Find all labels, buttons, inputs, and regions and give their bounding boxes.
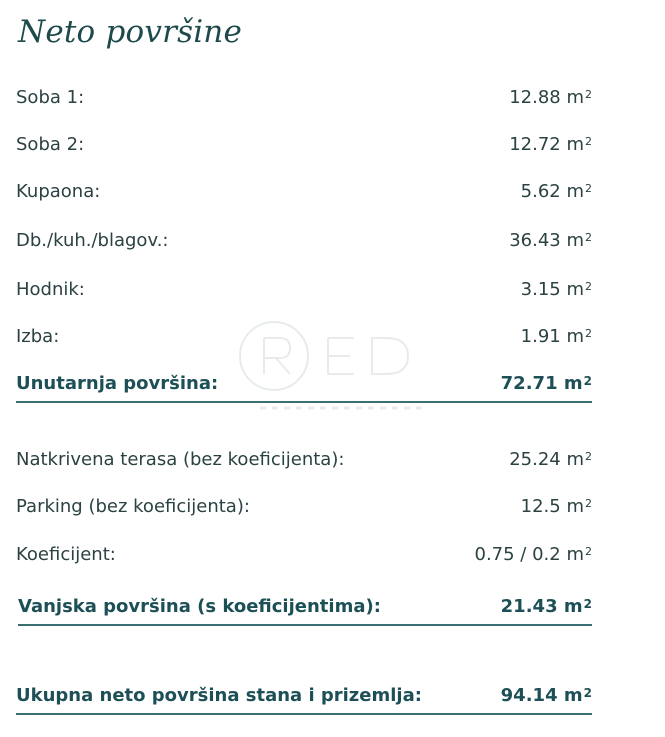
area-value: 0.75 / 0.2 $m^2$	[474, 544, 592, 565]
area-value: 12.5 $m^2$	[520, 496, 592, 517]
total-value: 21.43 $m^2$	[500, 596, 592, 617]
area-row-soba-2	[16, 132, 592, 158]
area-label: Soba 1:	[16, 87, 85, 108]
area-value: 25.24 $m^2$	[509, 449, 592, 470]
area-label: Koeficijent:	[16, 544, 116, 565]
total-label: Vanjska površina (s koeficijentima):	[18, 596, 381, 617]
area-value: 5.62 $m^2$	[520, 181, 592, 202]
area-row-parking	[16, 494, 592, 520]
area-label: Hodnik:	[16, 279, 85, 300]
area-label: Kupaona:	[16, 181, 101, 202]
total-value: 72.71 $m^2$	[500, 373, 592, 394]
area-row-koeficijent	[16, 542, 592, 568]
page-title: Neto površine	[18, 14, 243, 50]
area-value: 12.88 $m^2$	[509, 87, 592, 108]
area-value: 1.91 $m^2$	[520, 326, 592, 347]
total-label: Unutarnja površina:	[16, 373, 219, 394]
area-row-izba	[16, 324, 592, 350]
area-label: Soba 2:	[16, 134, 85, 155]
total-label: Ukupna neto površina stana i prizemlja:	[16, 685, 422, 706]
area-label: Izba:	[16, 326, 60, 347]
total-value: 94.14 $m^2$	[500, 685, 592, 706]
area-row-kupaona	[16, 179, 592, 205]
area-row-hodnik	[16, 277, 592, 303]
exterior-total-row	[18, 594, 592, 620]
area-value: 36.43 $m^2$	[509, 230, 592, 251]
area-label: Parking (bez koeficijenta):	[16, 496, 250, 517]
area-label: Natkrivena terasa (bez koeficijenta):	[16, 449, 345, 470]
interior-total-row	[16, 371, 592, 397]
area-label: Db./kuh./blagov.:	[16, 230, 169, 251]
area-value: 12.72 $m^2$	[509, 134, 592, 155]
area-row-dnevni-boravak	[16, 228, 592, 254]
grand-total-row	[16, 683, 592, 709]
area-row-soba-1	[16, 85, 592, 111]
area-row-natkrivena-terasa	[16, 447, 592, 473]
area-value: 3.15 $m^2$	[520, 279, 592, 300]
